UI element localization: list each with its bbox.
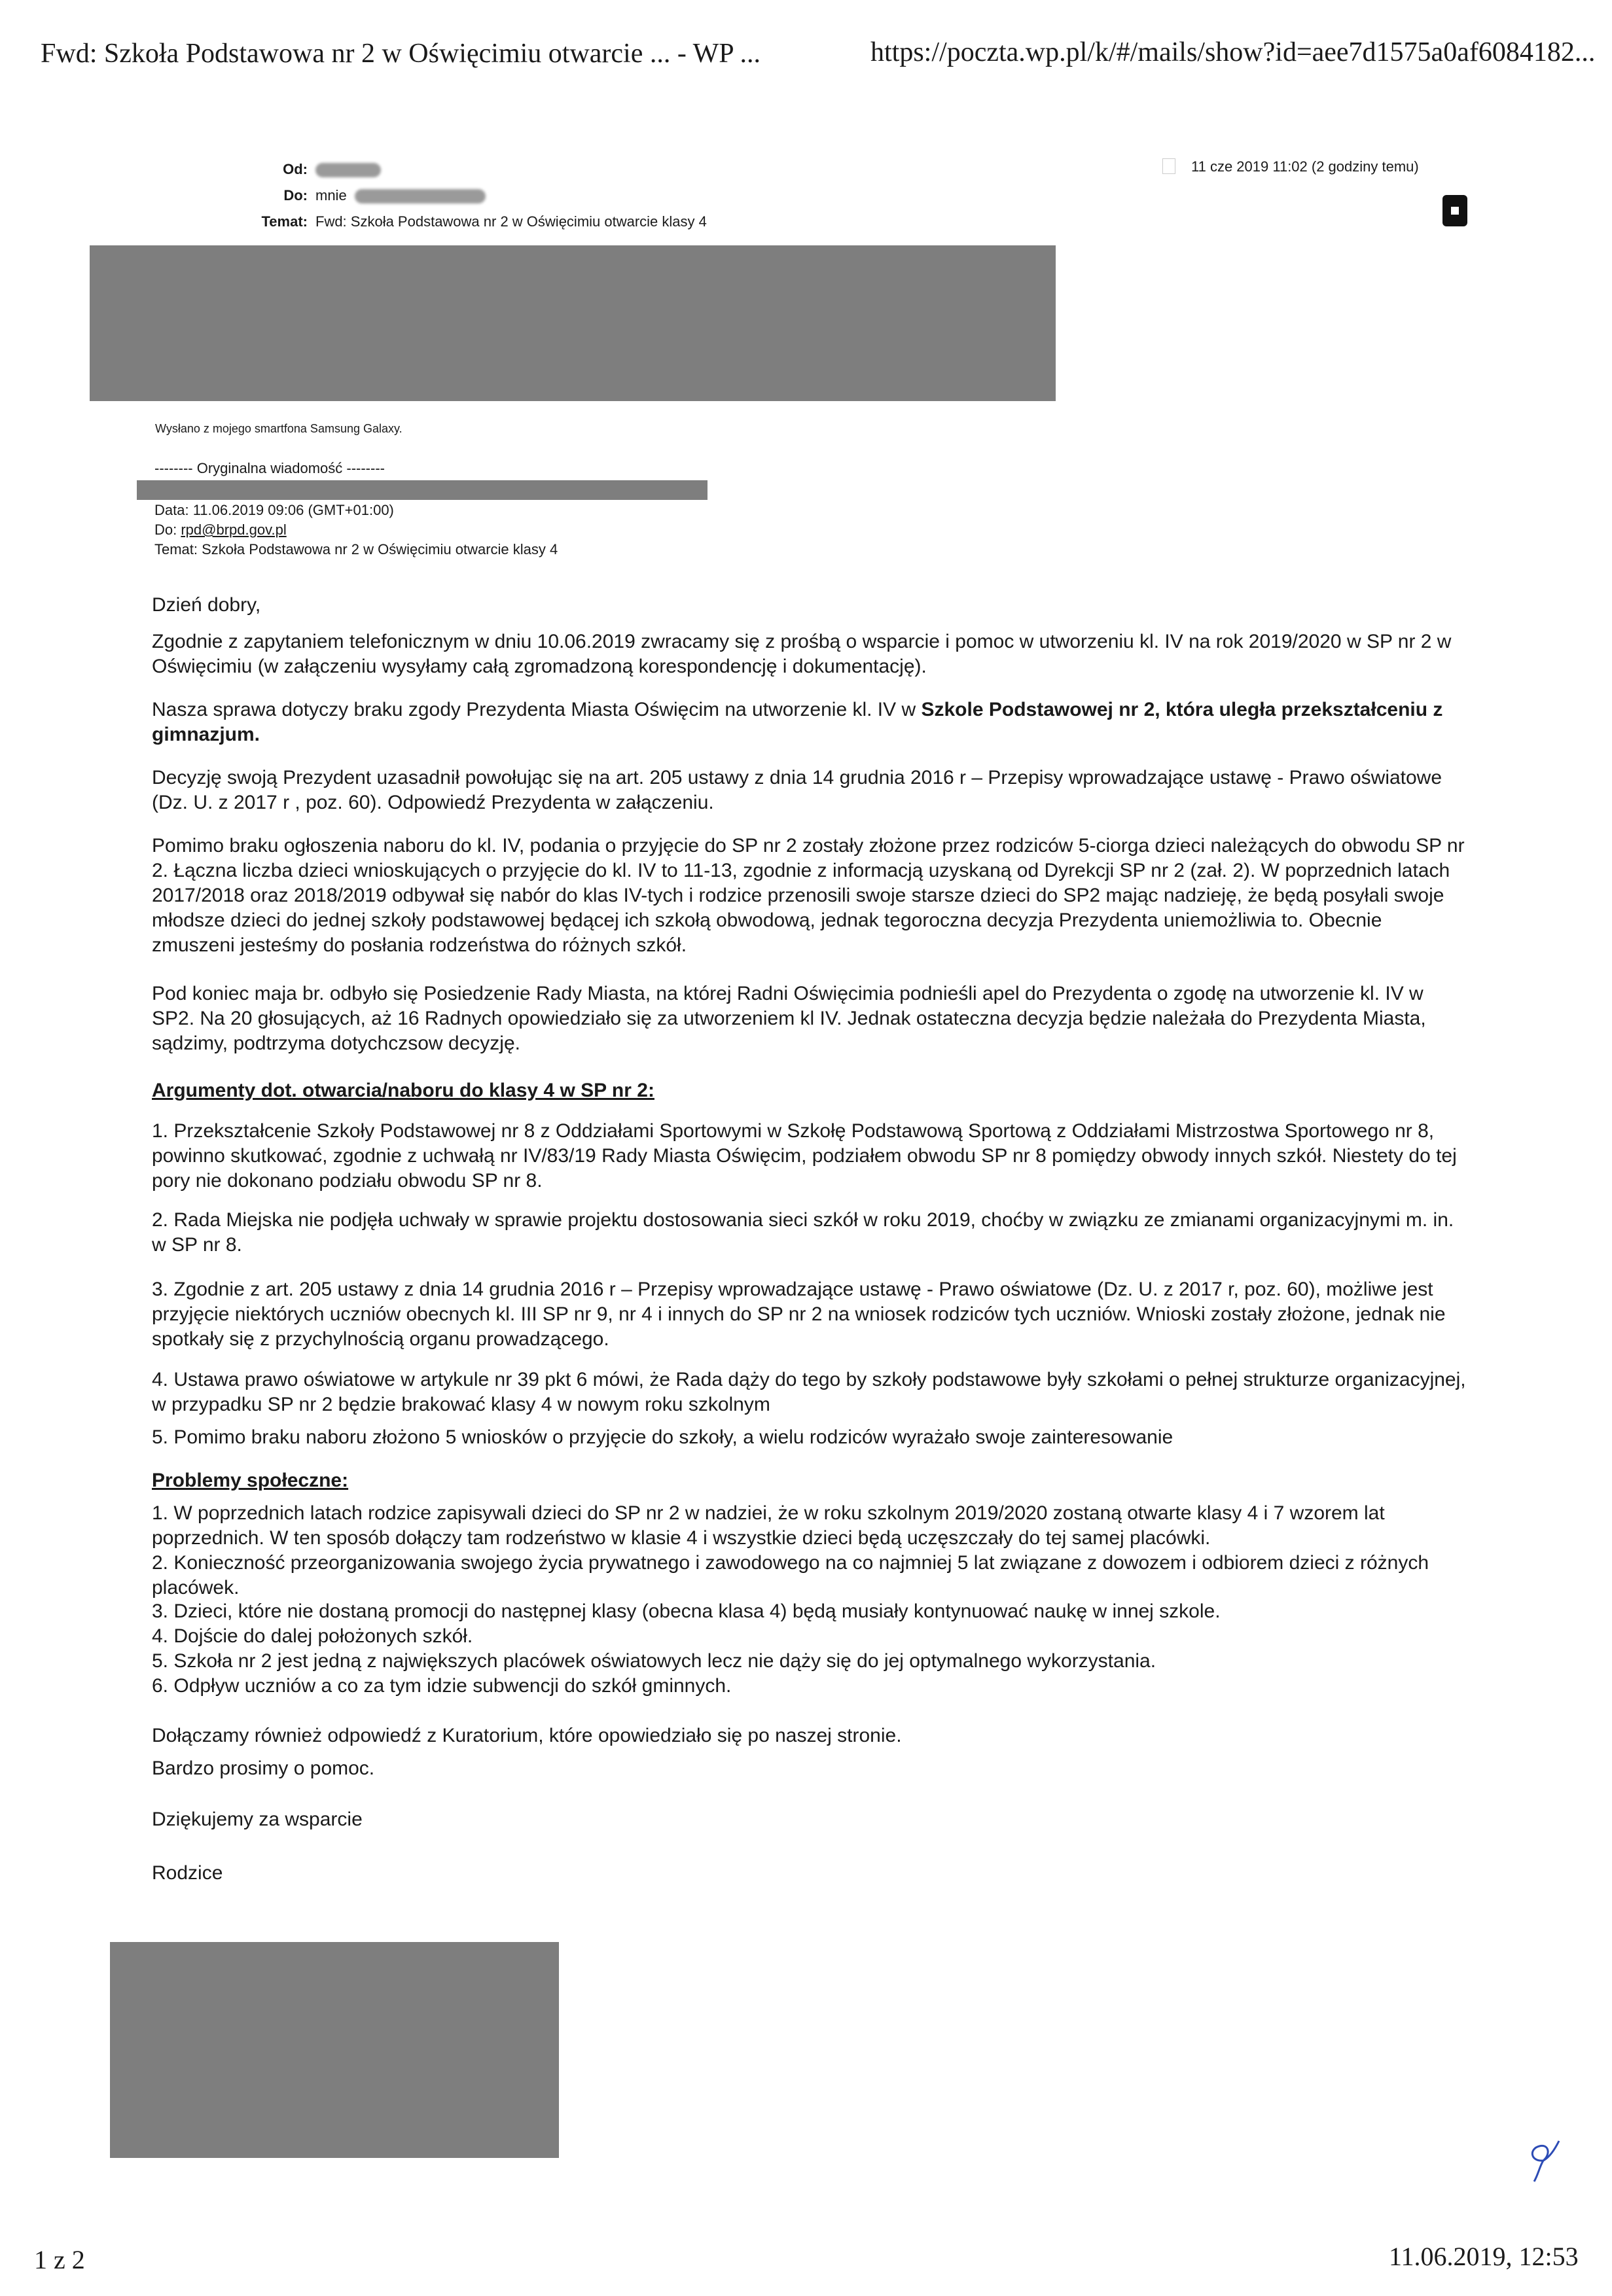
redacted-sender <box>315 163 381 177</box>
subject-value: Fwd: Szkoła Podstawowa nr 2 w Oświęcimiu otwarcie klasy 4 <box>315 213 707 230</box>
from-label: Od: <box>283 161 308 177</box>
original-to-email-link[interactable]: rpd@brpd.gov.pl <box>181 521 287 538</box>
handwritten-mark <box>1517 2134 1563 2187</box>
redacted-block-bottom <box>110 1942 559 2158</box>
sent-from-note: Wysłano z mojego smartfona Samsung Galaxy. <box>155 422 403 435</box>
argument-3: 3. Zgodnie z art. 205 ustawy z dnia 14 grudnia 2016 r – Przepisy wprowadzające ustawę - Prawo oświatowe (Dz. U. z 2017 r, poz. 60), możliwe jest przyjęcie niektórych uczniów obecnych kl. III SP nr 9, nr 4 i innych do SP nr 2 na wniosek rodziców tych uczniów. Wnioski zostały złożone, jednak nie spotkały się z przychylnością organu prowadzącego. <box>152 1279 1446 1350</box>
problems-heading: Problemy społeczne: <box>152 1470 349 1491</box>
problem-2: 2. Konieczność przeorganizowania swojego życia prywatnego i zawodowego na co najmniej 5 lat związane z dowozem i odbiorem dzieci z różnych placówek. <box>152 1552 1429 1598</box>
problem-3: 3. Dzieci, które nie dostaną promocji do następnej klasy (obecna klasa 4) będą musiały kontynuować naukę w innej szkole. <box>152 1600 1221 1622</box>
original-to <box>154 520 287 540</box>
greeting: Dzień dobry, <box>152 594 261 616</box>
print-page-url: https://poczta.wp.pl/k/#/mails/show?id=aee7d1575a0af6084182... <box>870 37 1596 67</box>
subject-label: Temat: <box>261 213 308 230</box>
problem-5: 5. Szkoła nr 2 jest jedną z największych placówek oświatowych lecz nie dąży się do jej optymalnego wykorzystania. <box>152 1650 1156 1672</box>
problem-4: 4. Dojście do dalej położonych szkół. <box>152 1625 473 1647</box>
print-page-title: Fwd: Szkoła Podstawowa nr 2 w Oświęcimiu otwarcie ... - WP ... <box>41 39 761 69</box>
original-date: Data: 11.06.2019 09:06 (GMT+01:00) <box>154 502 394 518</box>
signature: Rodzice <box>152 1862 223 1884</box>
paragraph-4: Pomimo braku ogłoszenia naboru do kl. IV, podania o przyjęcie do SP nr 2 zostały złożone przez rodziców 5-ciorga dzieci należących do obwodu SP nr 2. Łączna liczba dzieci wnioskujących o przyjęcie do kl. IV to 11-13, zgodnie z informacją uzyskaną od Dyrekcji SP nr 2 (zał. 2). W poprzednich latach 2017/2018 oraz 2018/2019 odbywał się nabór do klas IV-tych i rodzice przenosili swoje starsze dzieci do SP2 mając nadzieję, że będą posyłali swoje młodsze dzieci do jednej szkoły podstawowej będącej ich szkołą obwodową, jednak tegoroczna decyzja Prezydenta uniemożliwia to. Obecnie zmuszeni jesteśmy do posłania rodzeństwa do różnych szkół. <box>152 835 1465 956</box>
paragraph-1: Zgodnie z zapytaniem telefonicznym w dniu 10.06.2019 zwracamy się z prośbą o wsparcie i pomoc w utworzeniu kl. IV na rok 2019/2020 w SP nr 2 w Oświęcimiu (w załączeniu wysyłamy całą zgromadzoną korespondencję i dokumentację). <box>152 631 1452 677</box>
redacted-recipient <box>355 189 486 203</box>
paragraph-3: Decyzję swoją Prezydent uzasadnił powołując się na art. 205 ustawy z dnia 14 grudnia 2016 r – Przepisy wprowadzające ustawę - Prawo oświatowe (Dz. U. z 2017 r , poz. 60). Odpowiedź Prezydenta w załączeniu. <box>152 767 1442 813</box>
print-datetime: 11.06.2019, 12:53 <box>1389 2242 1579 2271</box>
original-subject: Temat: Szkoła Podstawowa nr 2 w Oświęcimiu otwarcie klasy 4 <box>154 541 558 557</box>
thanks: Dziękujemy za wsparcie <box>152 1809 363 1830</box>
arguments-heading: Argumenty dot. otwarcia/naboru do klasy 4 w SP nr 2: <box>152 1080 654 1101</box>
paragraph-2 <box>152 698 1467 747</box>
page-number: 1 z 2 <box>34 2245 85 2274</box>
redacted-block-top <box>90 245 1056 401</box>
flag-icon[interactable] <box>1162 158 1175 174</box>
problem-1: 1. W poprzednich latach rodzice zapisywali dzieci do SP nr 2 w nadziei, że w roku szkolnym 2019/2020 zostaną otwarte klasy 4 i 7 wzorem lat poprzednich. W ten sposób dołączy tam rodzeństwo w klasie 4 i wszystkie dzieci będą uczęszczały do tej samej placówki. <box>152 1502 1385 1549</box>
paragraph-5: Pod koniec maja br. odbyło się Posiedzenie Rady Miasta, na której Radni Oświęcimia podnieśli apel do Prezydenta o zgodę na utworzenie kl. IV w SP2. Na 20 głosujących, aż 16 Radnych opowiedziało się za utworzeniem kl IV. Jednak ostateczna decyzja będzie należała do Prezydenta Miasta, sądzimy, podtrzyma dotychczsow decyzję. <box>152 983 1426 1054</box>
argument-5: 5. Pomimo braku naboru złożono 5 wniosków o przyjęcie do szkoły, a wielu rodziców wyrażało swoje zainteresowanie <box>152 1426 1173 1448</box>
argument-1: 1. Przekształcenie Szkoły Podstawowej nr 8 z Oddziałami Sportowymi w Szkołę Podstawową Sportową z Oddziałami Mistrzostwa Sportowego nr 8, powinno skutkować, zgodnie z uchwałą nr IV/83/19 Rady Miasta Oświęcim, podziałem obwodu SP nr 8 pomiędzy obwody innych szkół. Niestety do tej pory nie dokonano podziału obwodu SP nr 8. <box>152 1120 1457 1192</box>
argument-2: 2. Rada Miejska nie podjęła uchwały w sprawie projektu dostosowania sieci szkół w roku 2019, choćby w związku ze zmianami organizacyjnymi m. in. w SP nr 8. <box>152 1209 1454 1256</box>
mail-date: 11 cze 2019 11:02 (2 godziny temu) <box>1191 158 1419 175</box>
original-separator: -------- Oryginalna wiadomość -------- <box>154 460 385 476</box>
paragraph-2-text: Nasza sprawa dotyczy braku zgody Prezydenta Miasta Oświęcim na utworzenie kl. IV w <box>152 699 922 720</box>
to-label: Do: <box>283 187 308 203</box>
subject-row <box>236 213 707 230</box>
problem-6: 6. Odpływ uczniów a co za tym idzie subwencji do szkół gminnych. <box>152 1675 732 1697</box>
to-value: mnie <box>315 187 347 203</box>
from-row <box>236 161 381 178</box>
closing-2: Bardzo prosimy o pomoc. <box>152 1757 375 1779</box>
to-row <box>236 187 486 204</box>
closing-1: Dołączamy również odpowiedź z Kuratorium, które opowiedziało się po naszej stronie. <box>152 1725 902 1746</box>
argument-4: 4. Ustawa prawo oświatowe w artykule nr 39 pkt 6 mówi, że Rada dąży do tego by szkoły podstawowe były szkołami o pełnej strukturze organizacyjnej, w przypadku SP nr 2 będzie brakować klasy 4 w nowym roku szkolnym <box>152 1369 1466 1415</box>
original-to-label: Do: <box>154 521 181 538</box>
paragraph-2-bold: Szkole Podstawowej nr 2, która uległa przekształceniu z gimnazjum. <box>152 699 1443 745</box>
redacted-original-sender <box>137 480 707 500</box>
more-options-icon[interactable] <box>1442 195 1467 226</box>
